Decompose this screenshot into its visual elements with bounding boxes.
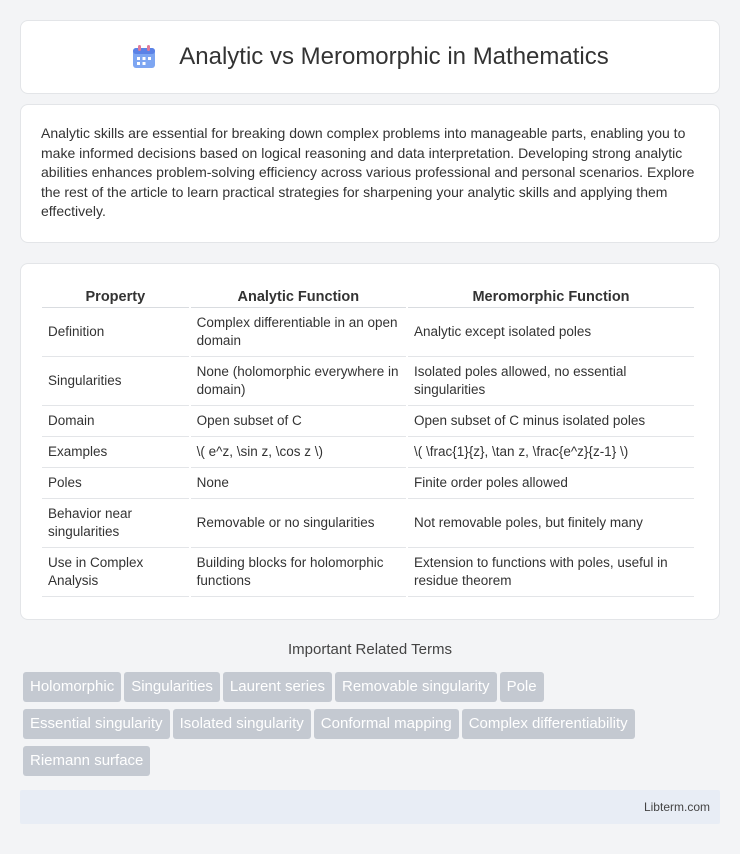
table-cell: Examples — [42, 437, 189, 468]
page-title: Analytic vs Meromorphic in Mathematics — [179, 43, 609, 70]
table-header-row — [42, 286, 694, 308]
table-cell: Analytic except isolated poles — [408, 308, 694, 357]
term-tag[interactable]: Pole — [500, 672, 544, 702]
term-tag[interactable]: Singularities — [124, 672, 220, 702]
header-card — [20, 20, 720, 94]
intro-card — [20, 104, 720, 243]
table-cell: Building blocks for holomorphic functions — [191, 548, 406, 597]
table-cell: Complex differentiable in an open domain — [191, 308, 406, 357]
table-cell: Isolated poles allowed, no essential singularities — [408, 357, 694, 406]
table-cell: Not removable poles, but finitely many — [408, 499, 694, 548]
table-cell: None (holomorphic everywhere in domain) — [191, 357, 406, 406]
table-cell: Removable or no singularities — [191, 499, 406, 548]
intro-text: Analytic skills are essential for breaking down complex problems into manageable parts, enabling you to make informed decisions based on logical reasoning and data interpretation. Developing strong analytic abilities enhances problem-solving efficiency across various professional and personal scenarios. Explore the rest of the article to learn practical strategies for sharpening your analytic skills and applying them effectively. — [41, 125, 695, 219]
column-header: Analytic Function — [191, 286, 406, 308]
table-cell: Singularities — [42, 357, 189, 406]
related-terms-title: Important Related Terms — [288, 641, 452, 658]
table-row — [42, 548, 694, 597]
table-cell: Behavior near singularities — [42, 499, 189, 548]
table-row — [42, 468, 694, 499]
table-cell: Poles — [42, 468, 189, 499]
table-cell: Domain — [42, 406, 189, 437]
term-tag[interactable]: Removable singularity — [335, 672, 497, 702]
table-cell: Definition — [42, 308, 189, 357]
table-cell: Open subset of C — [191, 406, 406, 437]
footer-site-link[interactable]: Libterm.com — [643, 800, 710, 814]
table-cell: Use in Complex Analysis — [42, 548, 189, 597]
column-header: Meromorphic Function — [408, 286, 694, 308]
table-row — [42, 308, 694, 357]
term-tag[interactable]: Isolated singularity — [173, 709, 311, 739]
table-row — [42, 437, 694, 468]
table-cell: Open subset of C minus isolated poles — [408, 406, 694, 437]
comparison-table-card — [20, 263, 720, 620]
term-tag[interactable]: Conformal mapping — [314, 709, 459, 739]
related-terms-list — [23, 672, 713, 783]
term-tag[interactable]: Holomorphic — [23, 672, 121, 702]
table-cell: Finite order poles allowed — [408, 468, 694, 499]
footer — [20, 790, 720, 824]
table-row — [42, 406, 694, 437]
table-cell: None — [191, 468, 406, 499]
term-tag[interactable]: Complex differentiability — [462, 709, 635, 739]
comparison-table — [40, 286, 696, 597]
table-cell: \( \frac{1}{z}, \tan z, \frac{e^z}{z-1} \) — [408, 437, 694, 468]
term-tag[interactable]: Riemann surface — [23, 746, 150, 776]
term-tag[interactable]: Essential singularity — [23, 709, 170, 739]
table-row — [42, 357, 694, 406]
term-tag[interactable]: Laurent series — [223, 672, 332, 702]
calendar-icon — [131, 44, 157, 70]
table-cell: Extension to functions with poles, useful in residue theorem — [408, 548, 694, 597]
column-header: Property — [42, 286, 189, 308]
table-row — [42, 499, 694, 548]
table-cell: \( e^z, \sin z, \cos z \) — [191, 437, 406, 468]
